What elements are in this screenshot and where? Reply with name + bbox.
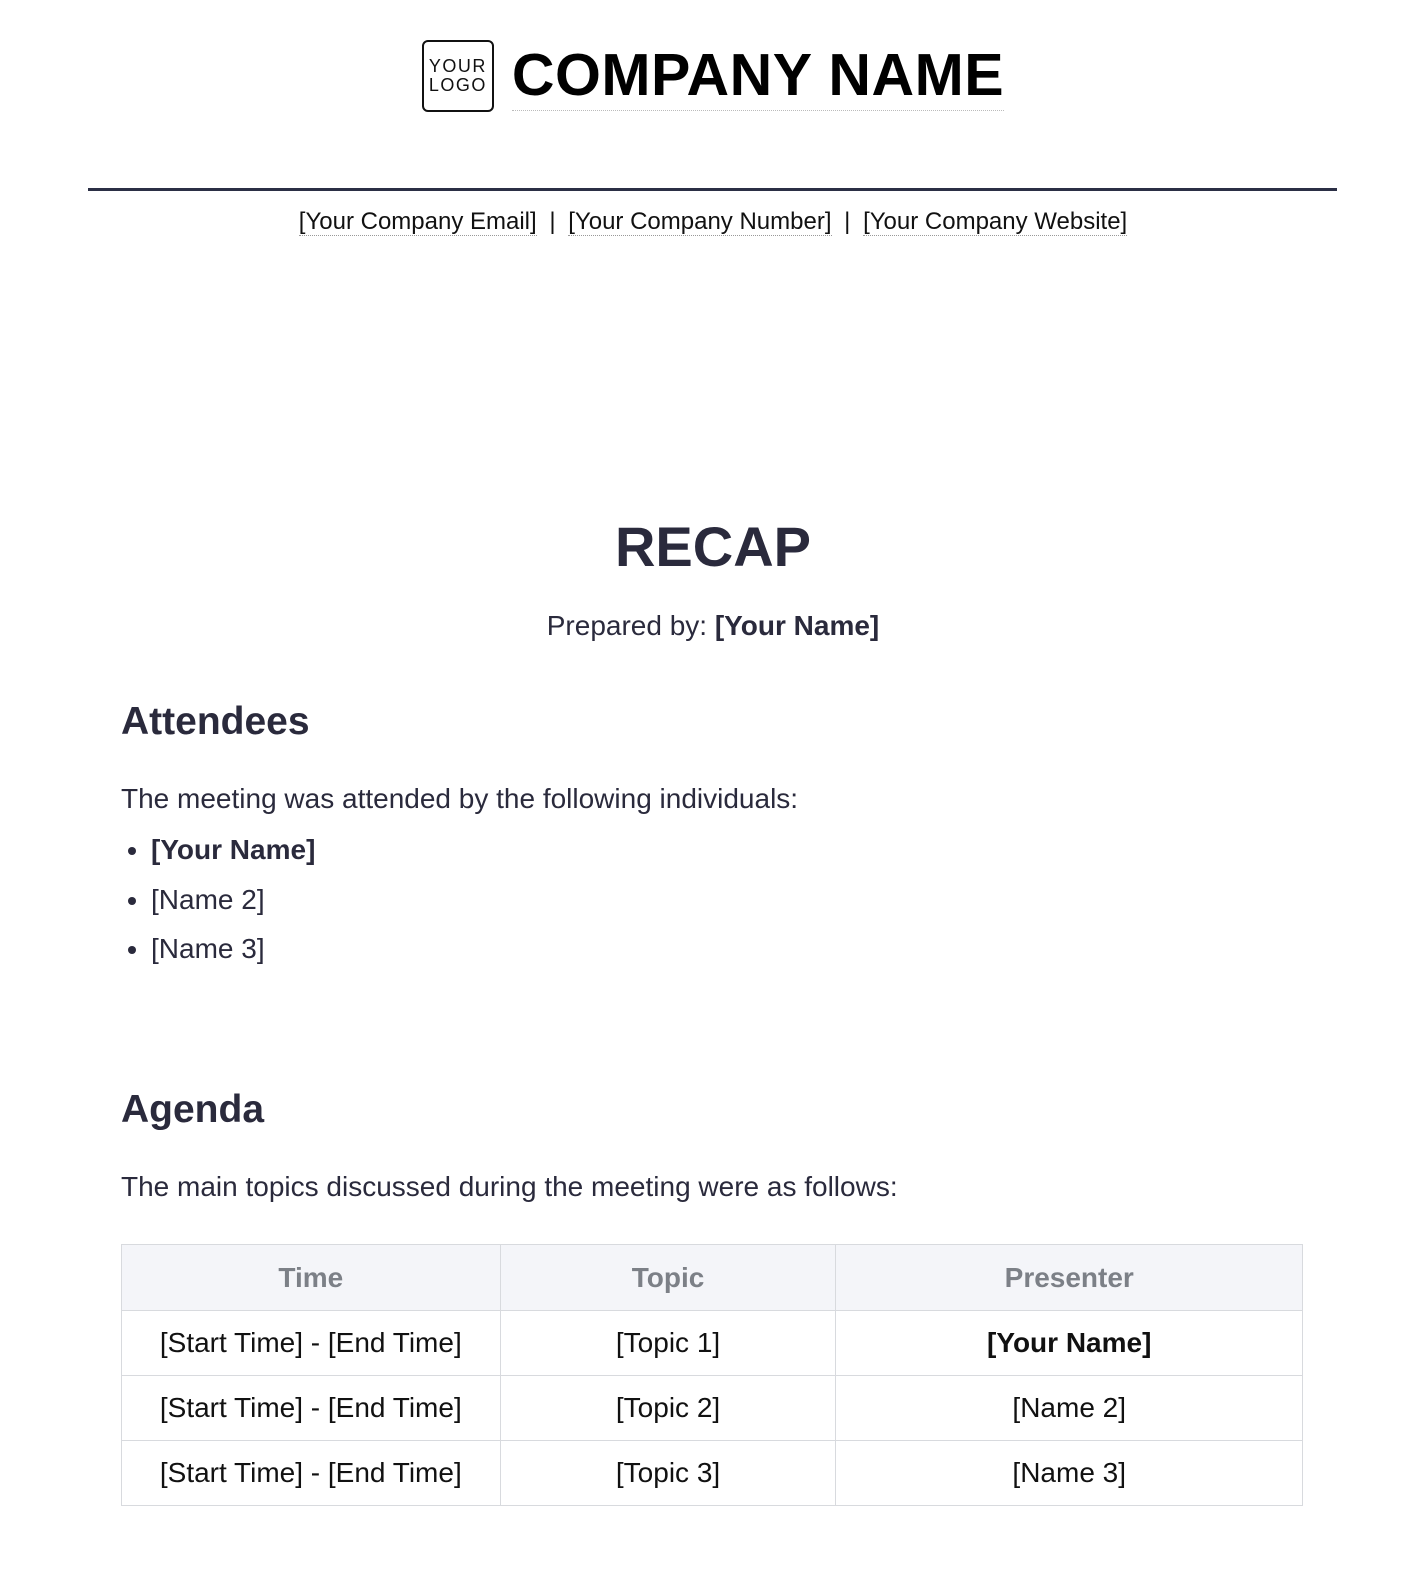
- contact-separator: |: [844, 208, 851, 235]
- table-header-row: [122, 1245, 1303, 1311]
- cell-time: [Start Time] - [End Time]: [122, 1441, 501, 1506]
- company-number[interactable]: [Your Company Number]: [568, 208, 832, 235]
- logo-placeholder: [422, 40, 494, 112]
- document-header: [0, 40, 1426, 112]
- agenda-intro: The main topics discussed during the meeting were as follows:: [121, 1171, 898, 1202]
- cell-presenter: [Name 2]: [836, 1376, 1303, 1441]
- logo-line-1: YOUR: [428, 56, 487, 76]
- company-email[interactable]: [Your Company Email]: [298, 208, 537, 235]
- cell-topic: [Topic 1]: [500, 1311, 836, 1376]
- table-row: [122, 1376, 1303, 1441]
- cell-topic: [Topic 2]: [500, 1376, 836, 1441]
- header-divider: [88, 188, 1337, 191]
- column-header-time: Time: [122, 1245, 501, 1311]
- list-item: [151, 880, 315, 930]
- table-row: [122, 1441, 1303, 1506]
- cell-presenter: [Name 3]: [836, 1441, 1303, 1506]
- cell-time: [Start Time] - [End Time]: [122, 1311, 501, 1376]
- agenda-table: [121, 1244, 1303, 1506]
- prepared-by-name: [Your Name]: [714, 610, 880, 641]
- table-row: [122, 1311, 1303, 1376]
- list-item: [151, 830, 315, 880]
- document-title: RECAP: [614, 515, 812, 578]
- cell-time: [Start Time] - [End Time]: [122, 1376, 501, 1441]
- cell-topic: [Topic 3]: [500, 1441, 836, 1506]
- attendee-name: [Your Name]: [151, 834, 316, 865]
- prepared-by: [0, 610, 1426, 642]
- list-item: [151, 929, 315, 979]
- logo-line-2: LOGO: [428, 75, 487, 95]
- attendee-name: [Name 3]: [151, 933, 265, 964]
- attendees-list: [121, 830, 315, 979]
- attendees-intro: The meeting was attended by the following individuals:: [121, 783, 799, 814]
- agenda-heading: Agenda: [121, 1088, 265, 1131]
- contact-separator: |: [549, 208, 556, 235]
- company-name[interactable]: COMPANY NAME: [512, 42, 1004, 111]
- attendees-heading: Attendees: [121, 700, 310, 743]
- column-header-topic: Topic: [500, 1245, 836, 1311]
- column-header-presenter: Presenter: [836, 1245, 1303, 1311]
- contact-line: [0, 208, 1426, 236]
- attendee-name: [Name 2]: [151, 883, 265, 915]
- company-website[interactable]: [Your Company Website]: [863, 208, 1128, 235]
- cell-presenter: [Your Name]: [836, 1311, 1303, 1376]
- prepared-by-label: Prepared by:: [546, 610, 708, 641]
